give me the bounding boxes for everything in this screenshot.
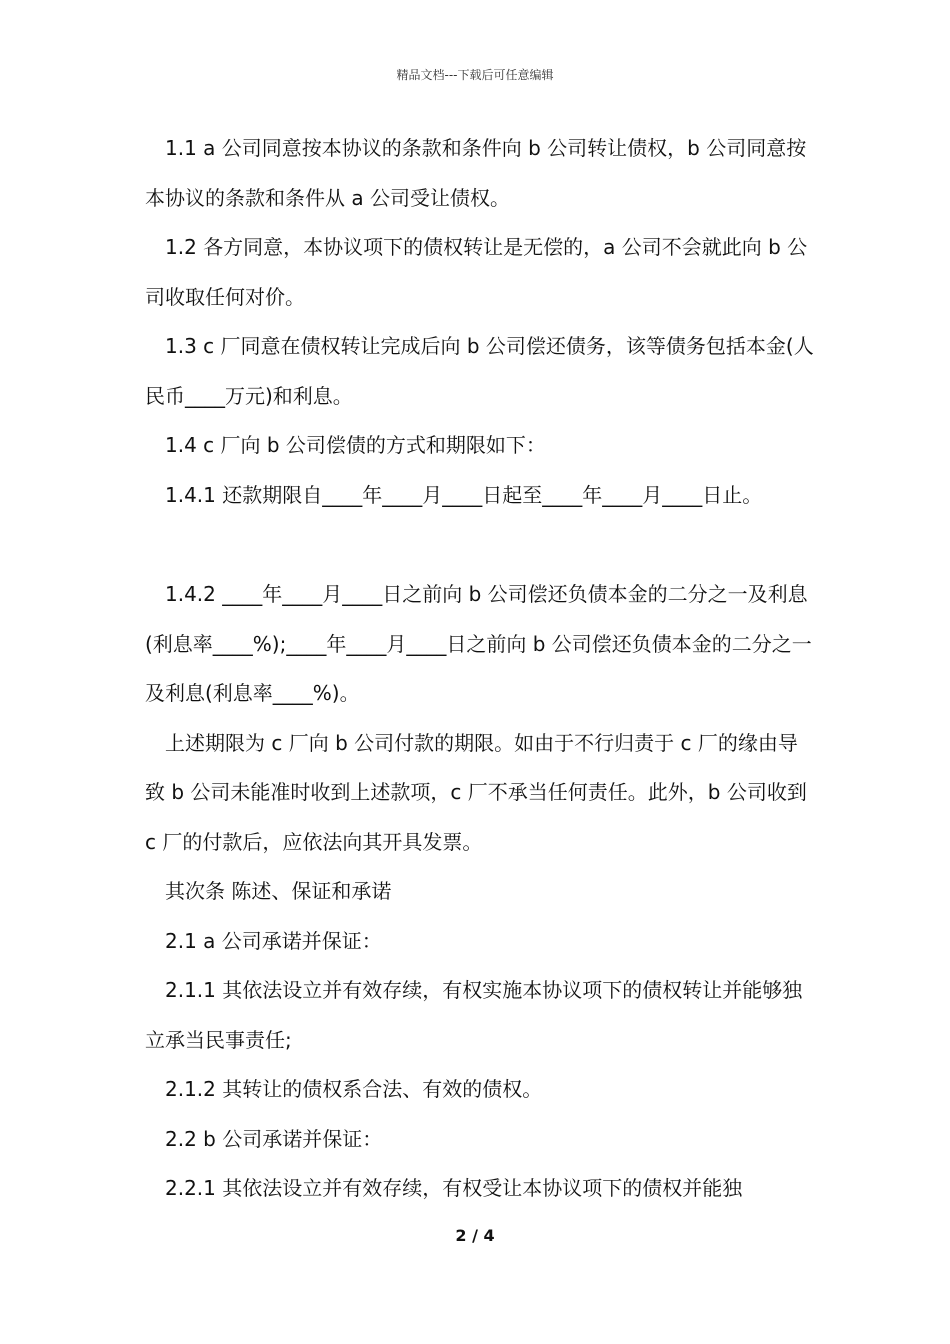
paragraph-2-1: 2.1 a 公司承诺并保证：: [165, 928, 382, 953]
paragraph-1-4: 1.4 c 厂向 b 公司偿债的方式和期限如下：: [165, 433, 546, 457]
paragraph-1-4-1: 1.4.1 还款期限自____年____月____日起至____年____月____日止。: [165, 482, 763, 507]
page-header: 精品文档---下载后可任意编辑: [396, 68, 554, 82]
document-body: [145, 124, 815, 1214]
paragraph-payment-terms: 上述期限为 c 厂向 b 公司付款的期限。如由于不行归责于 c 厂的缘由导致 b 公司未能准时收到上述款项，c 厂不承当任何责任。此外，b 公司收到 c 厂的付款后，应依法向其开具发票。: [145, 730, 807, 854]
paragraph-2-2: 2.2 b 公司承诺并保证：: [165, 1126, 383, 1151]
paragraph-2-2-1: 2.2.1 其依法设立并有效存续，有权受让本协议项下的债权并能独: [165, 1176, 743, 1200]
paragraph-2-1-2: 2.1.2 其转让的债权系合法、有效的债权。: [165, 1077, 543, 1101]
paragraph-1-3: 1.3 c 厂同意在债权转让完成后向 b 公司偿还债务，该等债务包括本金(人民币____万元)和利息。: [145, 334, 814, 408]
section-heading-article-2: 其次条 陈述、保证和承诺: [165, 879, 392, 903]
page-number: 2 / 4: [455, 1226, 495, 1245]
paragraph-1-2: 1.2 各方同意，本协议项下的债权转让是无偿的，a 公司不会就此向 b 公司收取任何对价。: [145, 235, 808, 309]
paragraph-2-1-1: 2.1.1 其依法设立并有效存续，有权实施本协议项下的债权转让并能够独立承当民事责任;: [145, 978, 803, 1052]
paragraph-1-1: 1.1 a 公司同意按本协议的条款和条件向 b 公司转让债权，b 公司同意按本协议的条款和条件从 a 公司受让债权。: [145, 136, 807, 210]
paragraph-1-4-2: 1.4.2 ____年____月____日之前向 b 公司偿还负债本金的二分之一及利息(利息率____%);____年____月____日之前向 b 公司偿还负债本金的二分之一及利息(利息率____%)。: [145, 582, 812, 705]
